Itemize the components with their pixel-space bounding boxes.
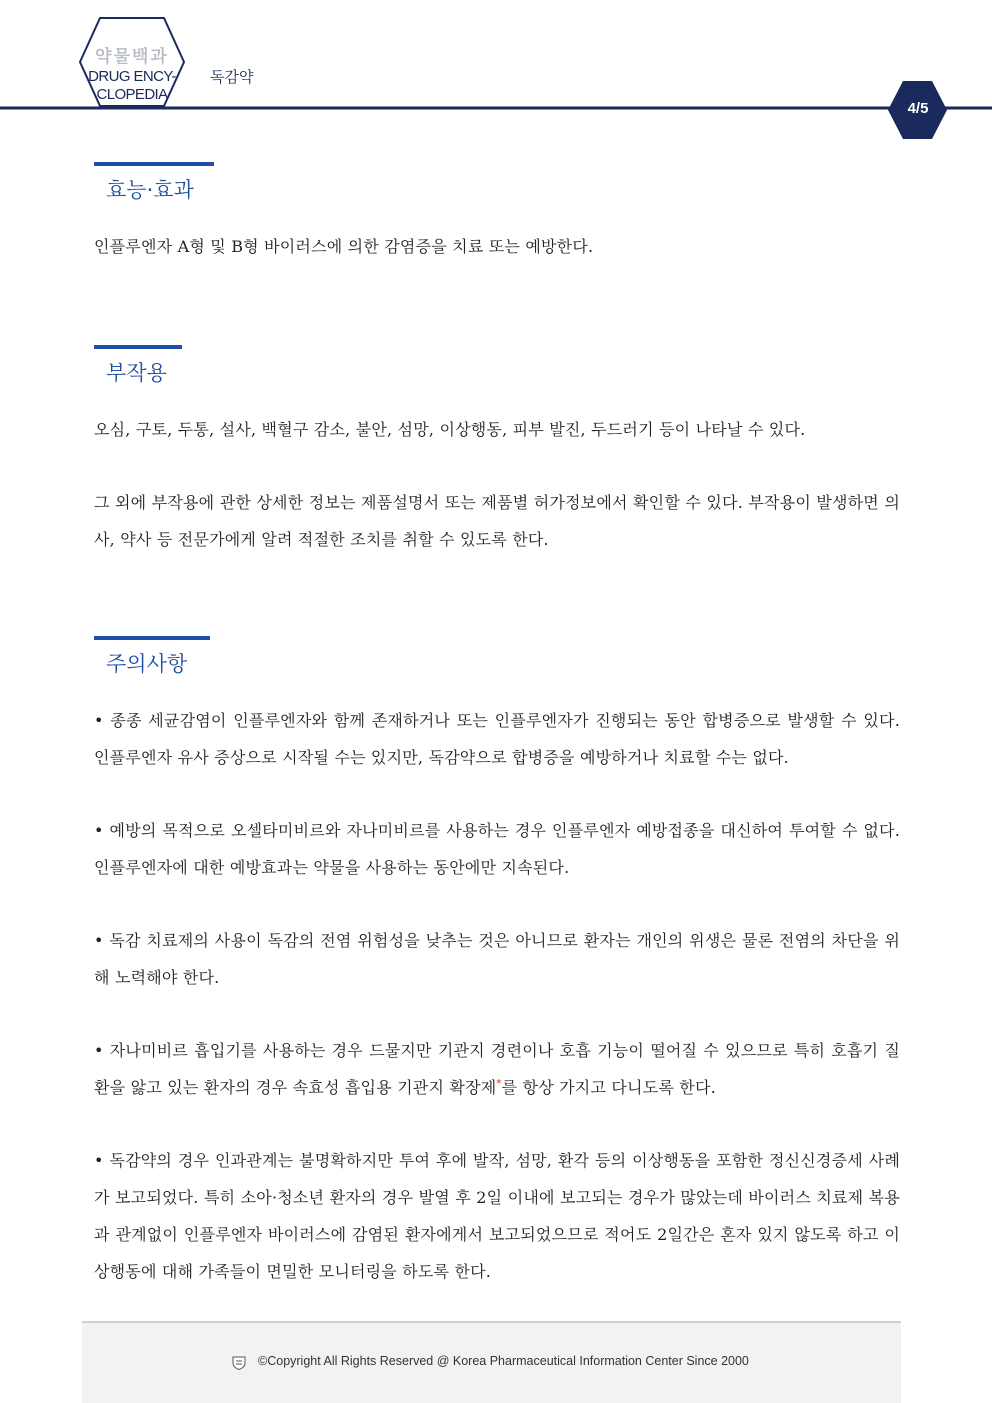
section-bar	[94, 162, 214, 166]
section-title: 주의사항	[106, 652, 188, 676]
footnote-mark: *	[496, 1078, 502, 1090]
paragraph: 인플루엔자 A형 및 B형 바이러스에 의한 감염증을 치료 또는 예방한다.	[94, 237, 594, 256]
list-item: • 독감 치료제의 사용이 독감의 전염 위험성을 낮추는 것은 아니므로 환자는 개인의 위생은 물론 전염의 차단을 위해 노력해야 한다.	[94, 931, 900, 987]
section-efficacy	[94, 162, 900, 265]
section-title: 부작용	[106, 361, 167, 385]
section-precautions	[94, 636, 900, 1290]
page-number: 4/5	[907, 100, 929, 117]
section-side-effects	[94, 345, 900, 558]
section-bar	[94, 345, 182, 349]
list-item: • 종종 세균감염이 인플루엔자와 함께 존재하거나 또는 인플루엔자가 진행되는 동안 합병증으로 발생할 수 있다. 인플루엔자 유사 증상으로 시작될 수는 있지만, 독감약으로 합병증을 예방하거나 치료할 수는 없다.	[94, 711, 900, 767]
shield-logo-icon	[232, 1356, 246, 1370]
header-title: 독감약	[210, 68, 254, 86]
list-item: • 자나미비르 흡입기를 사용하는 경우 드물지만 기관지 경련이나 호흡 기능이 떨어질 수 있으므로 특히 호흡기 질환을 앓고 있는 환자의 경우 속효성 흡입용 기관지 확장제*를 항상 가지고 다니도록 한다.	[94, 1041, 900, 1097]
paragraph: 그 외에 부작용에 관한 상세한 정보는 제품설명서 또는 제품별 허가정보에서 확인할 수 있다. 부작용이 발생하면 의사, 약사 등 전문가에게 알려 적절한 조치를 취할 수 있도록 한다.	[94, 493, 900, 549]
logo-english: DRUG ENCY- CLOPEDIA	[88, 68, 176, 103]
logo-korean: 약물백과	[95, 47, 169, 67]
page-header	[0, 0, 992, 140]
list-item: • 예방의 목적으로 오셀타미비르와 자나미비르를 사용하는 경우 인플루엔자 예방접종을 대신하여 투여할 수 없다. 인플루엔자에 대한 예방효과는 약물을 사용하는 동안에만 지속된다.	[94, 821, 900, 877]
section-bar	[94, 636, 210, 640]
page-footer	[82, 1321, 901, 1403]
section-title: 효능·효과	[106, 178, 194, 202]
copyright-text: ©Copyright All Rights Reserved @ Korea Pharmaceutical Information Center Since 2000	[258, 1354, 749, 1368]
list-item: • 독감약의 경우 인과관계는 불명확하지만 투여 후에 발작, 섬망, 환각 등의 이상행동을 포함한 정신신경증세 사례가 보고되었다. 특히 소아·청소년 환자의 경우 발열 후 2일 이내에 보고되는 경우가 많았는데 바이러스 치료제 복용과 관계없이 인플루엔자 바이러스에 감염된 환자에게서 보고되었으므로 적어도 2일간은 혼자 있지 않도록 하고 이상행동에 대해 가족들이 면밀한 모니터링을 하도록 한다.	[94, 1151, 900, 1281]
paragraph: 오심, 구토, 두통, 설사, 백혈구 감소, 불안, 섬망, 이상행동, 피부 발진, 두드러기 등이 나타날 수 있다.	[94, 420, 806, 439]
